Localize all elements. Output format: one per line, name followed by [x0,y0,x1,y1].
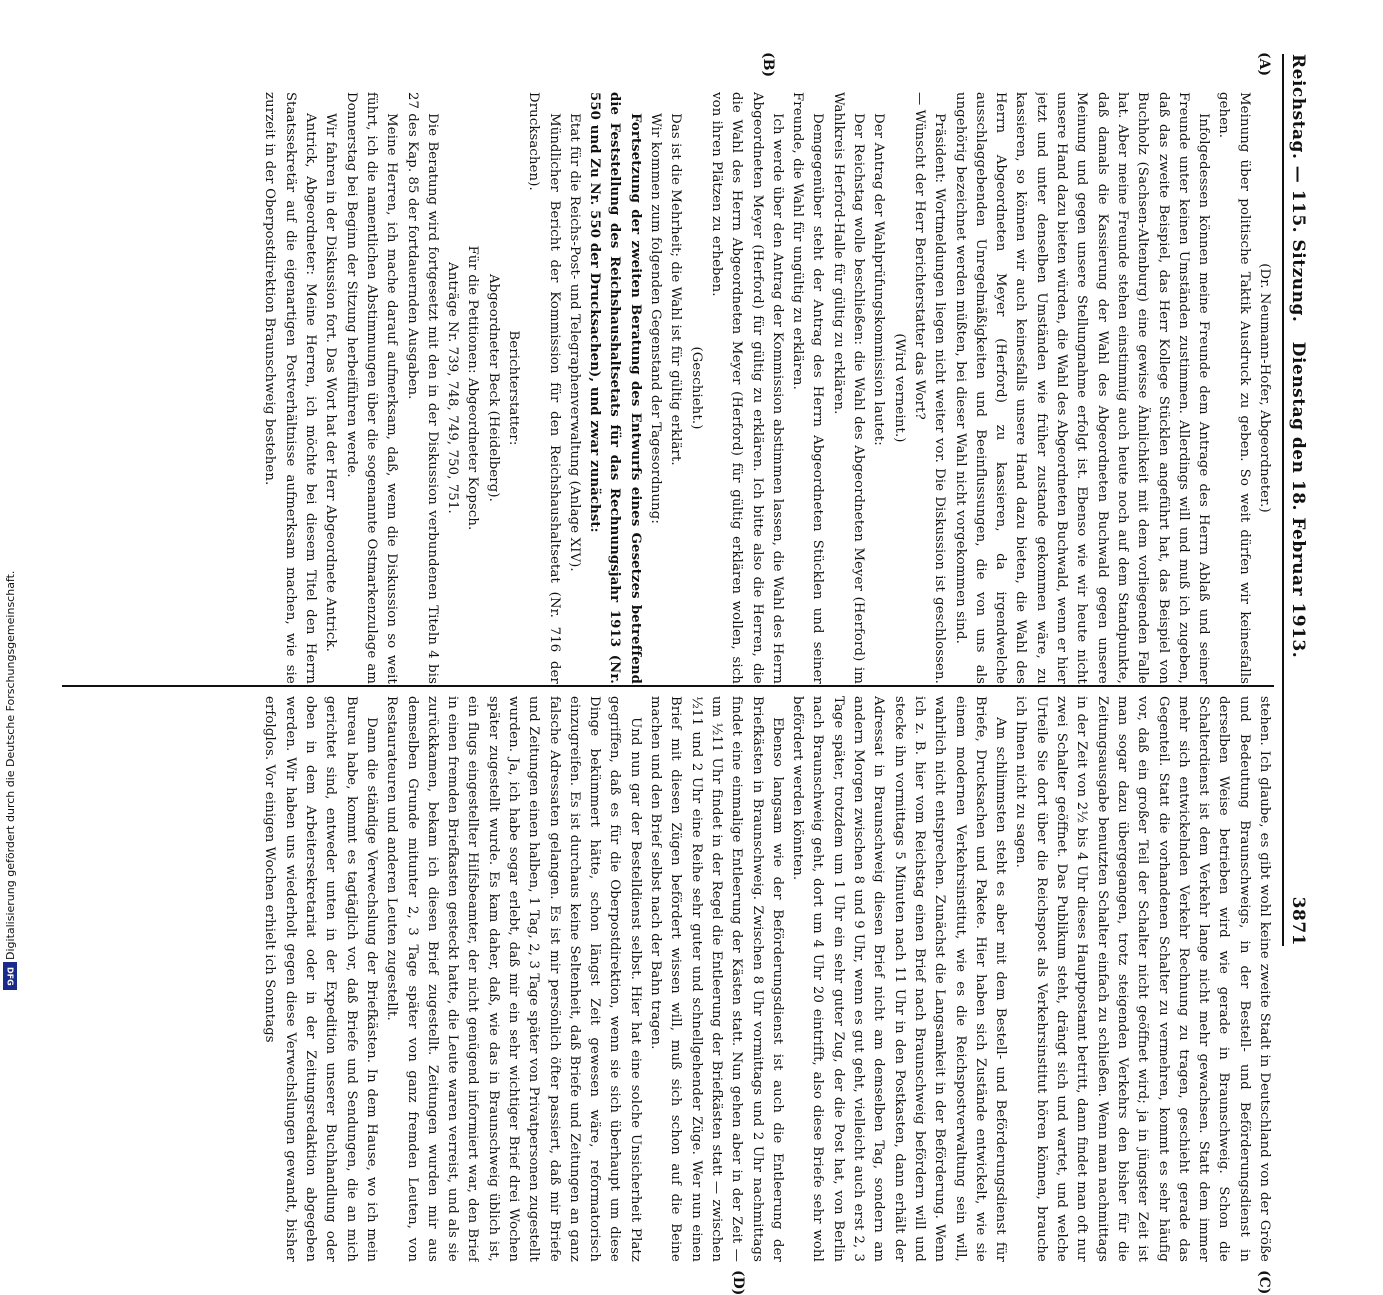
interjection: (Geschieht.) [688,346,704,430]
speaker-note: (Dr. Neumann-Hofer, Abgeordneter.) [1257,263,1272,513]
digitization-credit: Digitalisierung gefördert durch die Deutsche Forschungsgemeinschaft. [4,570,17,960]
rapporteur-label: Berichterstatter: [506,330,522,446]
paragraph: Am schlimmsten steht es aber mit dem Bestell- und Beförderungsdienst für Briefe, Drucksachen und Pakete. Hier haben sich Zustände entwickelt, wie sie einem modernen Verkehrsinstitut, wie es die Reichspostverwaltung sein will, wahrlich nicht entsprechen. Zunächst die Langsamkeit in der Beförderung. Wenn ich z. B. hier vom Reichstag einen Brief nach Braunschweig befördern will und stecke ihn vormittags 5 Minuten nach 11 Uhr in den Postkasten, dann erhält der Adressat in Braunschweig diesen Brief nicht am demselben Tag, sondern am andern Morgen zwischen 8 und 9 Uhr, wenn es gut geht, vielleicht auch erst 2, 3 Tage später, trotzdem um 1 Uhr ein sehr guter Zug, der die Post hat, von Berlin nach Braunschweig geht, dort um 4 Uhr 20 eintrifft, also diese Briefe sehr wohl befördert werden könnten. [790,696,1009,1262]
header-left: Reichstag. — 115. Sitzung. [1288,54,1308,323]
margin-mark-d: (D) [730,1270,746,1295]
left-column [60,92,1274,684]
paragraph: Antrick, Abgeordneter: Meine Herren, ich möchte bei diesem Titel den Herrn Staatssekretär auf die eigenartigen Postverhältnisse aufmerksam machen, wie sie zurzeit in der Oberpostdirektion Braunschweig bestehen. [262,92,319,684]
petitions-rapporteur: Für die Petitionen: Abgeordneter Kopsch. [465,245,481,531]
paragraph: stehen. Ich glaube, es gibt wohl keine zweite Stadt in Deutschland von der Größe und Bedeutung Braunschweigs, in der Bestell- und Beförderungsdienst in derselben Weise betrieben wird wie gerade in Braunschweig. Schon die Schalterdienst ist dem Verkehr lange nicht mehr gewachsen. Statt dem immer mehr sich entwickelnden Verkehr Rechnung zu tragen, geschieht gerade das Gegenteil. Statt die vorhandenen Schalter zu vermehren, kommt es sehr häufig vor, daß ein großer Teil der Schalter nicht geöffnet wird; ja in jüngster Zeit ist man sogar dazu übergegangen, trotz steigenden Verkehrs den bisher für die Zeitungsausgabe benutzten Schalter einfach zu schließen. Wenn man nachmittags in der Zeit von 2½ bis 4 Uhr dieses Hauptpostamt betritt, dann findet man oft nur zwei Schalter geöffnet. Das Publikum steht, drängt sich und wartet, und welche Urteile Sie dort über die Reichspost als Verkehrsinstitut hören können, brauche ich Ihnen nicht zu sagen. [1013,696,1272,1262]
paragraph: Der Antrag der Wahlprüfungskommission lautet: [871,113,887,446]
right-column [60,696,1274,1262]
paragraph: Ebenso langsam wie der Beförderungsdienst ist auch die Entleerung der Briefkästen in Braunschweig. Zwischen 8 Uhr vormittags und 2 Uhr nachmittags findet eine einmalige Entleerung der Kästen statt. Nun gehen aber in der Zeit — um ½11 Uhr findet in der Regel die Entleerung der Briefkästen statt — zwischen ½11 und 2 Uhr eine Reihe sehr guter und schnellgehender Züge. Wer nun einen Brief mit diesen Zügen befördert wissen will, muß sich schon auf die Beine machen und den Brief selbst nach der Bahn tragen. [648,696,785,1262]
paragraph: Mündlicher Bericht der Kommission für den Reichshaushaltsetat (Nr. 716 der Drucksachen). [526,92,562,684]
page-header [1288,54,1322,946]
paragraph: Ich werde über den Antrag der Kommission abstimmen lassen, die Wahl des Herrn Abgeordneten Meyer (Herford) für gültig zu erklären. Ich bitte also die Herren, die die Wahl des Herrn Abgeordneten Meyer (Herford) für gültig erklären wollen, sich von ihren Plätzen zu erheben. [708,92,785,684]
motions: Anträge Nr. 739, 748, 749, 750, 751. [445,262,461,514]
paragraph: Wir kommen zum folgenden Gegenstand der Tagesordnung: [648,113,664,524]
paragraph: Der Reichstag wolle beschließen: die Wahl des Abgeordneten Meyer (Herford) im Wahlkreis Herford-Halle für gültig zu erklären. [830,92,867,684]
paragraph: Etat für die Reichs-Post- und Telegraphenverwaltung (Anlage XIV). [566,113,582,572]
rotated-newspaper-page [46,30,1336,1295]
dfg-logo: DFG [3,962,17,990]
paragraph: Und nun gar der Bestelldienst selbst. Hier hat eine solche Unsicherheit Platz gegriffen, daß es für die Oberpostdirektion, wenn sie sich überhaupt um diese Dinge bekümmert hätte, schon längst Zeit gewesen wäre, reformatorisch einzugreifen. Es ist durchaus keine Seltenheit, daß Briefe und Zeitungen an ganz falsche Adressaten gelangen. Es ist mir persönlich öfter passiert, daß mir Briefe und Zeitungen einen halben, 1 Tag, 2, 3 Tage später von Privatpersonen zugestellt wurden. Ja, ich habe sogar erlebt, daß mir ein sehr wichtiger Brief drei Wochen später zugestellt wurde. Es kam daher, daß, wie das in Braunschweig üblich ist, ein flugs eingestellter Hilfsbeamter, der nicht genügend informiert war, den Brief in einen fremden Briefkasten gesteckt hatte, die Leute waren verreist, und als sie zurückkamen, bekam ich diesen Brief zugestellt. Zeitungen wurden mir aus demselben Grunde mitunter 2, 3 Tage später von ganz fremden Leuten, von Restaurateuren und anderen Leuten zugestellt. [384,696,643,1262]
paragraph: Meine Herren, ich mache darauf aufmerksam, daß, wenn die Diskussion so weit führt, ich die namentlichen Abstimmungen über die sogenannte Ostmarkenzulage am Donnerstag bei Beginn der Sitzung herbeiführen werde. [343,92,400,684]
interjection: (Wird verneint.) [891,333,907,443]
column-divider [62,685,1274,687]
margin-mark-c: (C) [1256,1270,1272,1295]
paragraph: Präsident: Wortmeldungen liegen nicht weiter vor. Die Diskussion ist geschlossen. — Wünscht der Herr Berichterstatter das Wort? [911,92,948,684]
header-date: Dienstag den 18. Februar 1913. [1288,341,1308,659]
paragraph: Infolgedessen können meine Freunde dem Antrage des Herrn Ablaß und seiner Freunde unter keinen Umständen zustimmen. Allerdings will und muß ich zugeben, daß das zweite Beispiel, das Herr Kollege Stücklen angeführt hat, das Beispiel von Buchholz (Sachsen-Altenburg) eine gewisse Ähnlichkeit mit dem vorliegenden Falle hat. Aber meine Freunde stehen einstimmig auch heute noch auf dem Standpunkte, daß damals die Kassierung der Wahl des Abgeordneten Buchwald gegen unsere Meinung und gegen unsere Stellungnahme erfolgt ist. Ebenso wie wir heute nicht unsere Hand dazu bieten würden, die Wahl des Abgeordneten Buchwald, wenn er hier jetzt und unter denselben Umständen wie früher zustande gekommen wäre, zu kassieren, so können wir auch keinesfalls unsere Hand dazu bieten, die Wahl des Herrn Abgeordneten Meyer (Herford) zu kassieren, da irgendwelche ausschlaggebenden Unregelmäßigkeiten und Beeinflussungen, die von uns als ungehörig bezeichnet werden müßten, bei dieser Wahl nicht vorgekommen sind. [952,92,1212,684]
paragraph: Dann die ständige Verwechslung der Briefkästen. In dem Hause, wo ich mein Bureau habe, kommt es tagtäglich vor, daß Briefe und Sendungen, die an mich gerichtet sind, entweder unten in der Expedition unserer Buchhandlung oder oben in dem Arbeitersekretariat oder in der Zeitungsredaktion abgegeben werden. Wir haben uns wiederholt gegen diese Verwechslungen gewandt, bisher erfolglos. Vor einigen Wochen erhielt ich Sonntags [262,696,379,1262]
digitization-credit-strip [0,0,22,1000]
margin-mark-b: (B) [760,52,776,78]
paragraph: Demgegenüber steht der Antrag des Herrn Abgeordneten Stücklen und seiner Freunde, die Wahl für ungültig zu erklären. [790,92,826,684]
rapporteur-name: Abgeordneter Beck (Heidelberg). [485,274,501,502]
paragraph: Wir fahren in der Diskussion fort. Das Wort hat der Herr Abgeordnete Antrick. [323,113,339,652]
paragraph: Meinung über politische Taktik Ausdruck zu geben. So weit dürfen wir keinesfalls gehen. [1216,92,1252,684]
page-number: 3871 [1288,896,1308,946]
header-rule [1282,54,1284,946]
margin-mark-a: (A) [1256,52,1272,77]
paragraph: Die Beratung wird fortgesetzt mit den in der Diskussion verbundenen Titeln 4 bis 27 des Kap. 85 der fortdauernden Ausgaben. [404,92,440,684]
agenda-item: Fortsetzung der zweiten Beratung des Entwurfs eines Gesetzes betreffend die Feststellung des Reichshaushaltsetats für das Rechnungsjahr 1913 (Nr. 550 und Zu Nr. 550 der Drucksachen), und zwar zunächst: [587,92,643,684]
paragraph: Das ist die Mehrheit; die Wahl ist für gültig erklärt. [668,113,684,466]
